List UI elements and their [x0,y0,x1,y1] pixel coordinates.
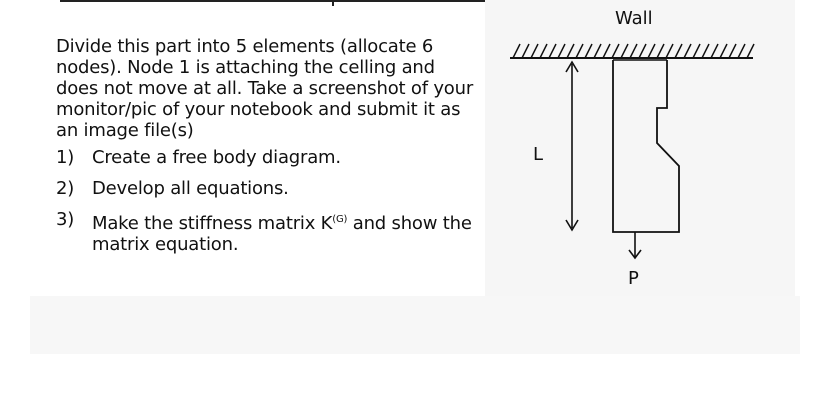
hatch-stroke [612,44,619,58]
stiffness-superscript: (G) [332,214,348,225]
hatch-stroke [603,44,610,58]
bar-sketch [485,0,795,296]
hatch-stroke [702,44,709,58]
step-text: Develop all equations. [92,178,289,199]
hatch-stroke [549,44,556,58]
hatch-stroke [558,44,565,58]
hatch-stroke [747,44,754,58]
hatch-stroke [630,44,637,58]
hatch-stroke [540,44,547,58]
steps-list [56,147,476,255]
hatch-stroke [657,44,664,58]
hatch-stroke [585,44,592,58]
hatch-stroke [576,44,583,58]
hatch-stroke [594,44,601,58]
hatch-stroke [738,44,745,58]
step-item [56,178,476,199]
hatch-stroke [675,44,682,58]
wall-label: Wall [615,8,653,29]
step-text-after: and show the matrix equation. [92,213,472,255]
hatch-stroke [513,44,520,58]
hatch-stroke [684,44,691,58]
step-item [56,147,476,168]
hatch-stroke [693,44,700,58]
hatch-stroke [567,44,574,58]
hatch-stroke [522,44,529,58]
length-label: L [533,144,544,165]
length-dimension [566,62,578,230]
instructions-paragraph: Divide this part into 5 elements (allocate 6 nodes). Node 1 is attaching the celling and does not move at all. Take a screenshot of your monitor/pic of your notebook and submit it as an image file(s) [56,36,474,141]
footer-band [30,296,800,354]
hatch-stroke [648,44,655,58]
step-number: 3) [56,209,75,230]
load-label: P [628,268,639,289]
hatch-stroke [711,44,718,58]
step-number: 2) [56,178,75,199]
stepped-bar-outline [613,60,679,232]
top-divider-tick [332,0,334,6]
load-arrow [629,232,641,258]
step-number: 1) [56,147,75,168]
hatch-stroke [639,44,646,58]
hatch-stroke [531,44,538,58]
problem-figure [485,0,795,296]
hatch-stroke [729,44,736,58]
problem-text [56,36,476,265]
hatch-stroke [720,44,727,58]
step-text: Create a free body diagram. [92,147,341,168]
step-text [92,209,476,255]
hatch-stroke [666,44,673,58]
wall-hatching [513,44,754,58]
step-text-before: Make the stiffness matrix K [92,213,333,234]
hatch-stroke [621,44,628,58]
step-item [56,209,476,255]
